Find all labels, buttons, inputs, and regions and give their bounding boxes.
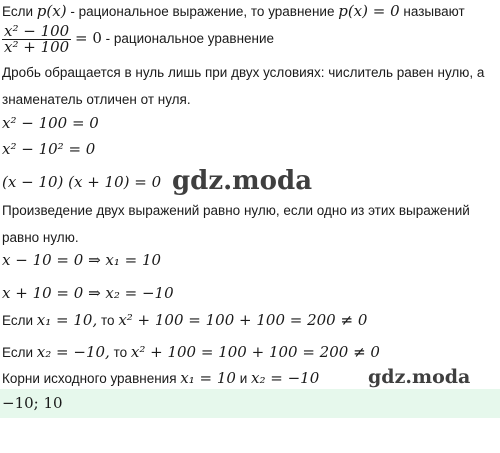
product-line-1: Произведение двух выражений равно нулю, если одно из этих выражений [2,203,470,218]
check-1-cond: x₁ = 10, [36,311,98,329]
intro-post: называют [403,4,465,19]
root-2: x + 10 = 0 ⇒ x₂ = −10 [2,284,174,302]
product-line-2: равно нулю. [2,230,79,245]
conclusion-x2: x₂ = −10 [251,369,320,387]
check-1 [2,311,367,330]
fraction-denominator: x² + 100 [4,38,70,56]
conclusion-and: и [239,371,248,386]
equation-a: x² − 100 = 0 [2,114,99,132]
fraction-numerator: x² − 100 [4,22,70,40]
watermark-small: gdz.moda [368,366,471,388]
intro-pre: Если [2,4,34,19]
rational-fraction [2,24,71,55]
equation-c: (x − 10) (x + 10) = 0 [2,173,162,191]
conclusion-line [2,369,319,388]
check-1-expr: x² + 100 = 100 + 100 = 200 ≠ 0 [118,311,368,329]
check-2-expr: x² + 100 = 100 + 100 = 200 ≠ 0 [130,343,380,361]
check-1-mid: то [101,313,115,328]
fraction-rhs: = 0 [74,29,102,48]
watermark-large: gdz.moda [172,166,313,196]
check-2-cond: x₂ = −10, [36,343,110,361]
answer-value: −10; 10 [2,394,63,412]
check-2-pre: Если [2,345,34,360]
rule-line-2: знаменатель отличен от нуля. [2,92,191,107]
intro-px: p(x) [36,2,67,20]
intro-line [2,2,465,21]
conclusion-pre: Корни исходного уравнения [2,371,177,386]
intro-eq: p(x) = 0 [338,2,400,20]
fraction-line [2,24,274,55]
check-1-pre: Если [2,313,34,328]
rule-line-1: Дробь обращается в нуль лишь при двух условиях: числитель равен нулю, а [2,65,485,80]
conclusion-x1: x₁ = 10 [180,369,236,387]
intro-mid: - рациональное выражение, то уравнение [70,4,335,19]
root-1: x − 10 = 0 ⇒ x₁ = 10 [2,251,162,269]
answer-box [0,389,500,418]
check-2-mid: то [113,345,128,360]
check-2 [2,343,380,362]
equation-b: x² − 10² = 0 [2,140,96,158]
fraction-label: - рациональное уравнение [105,31,275,47]
